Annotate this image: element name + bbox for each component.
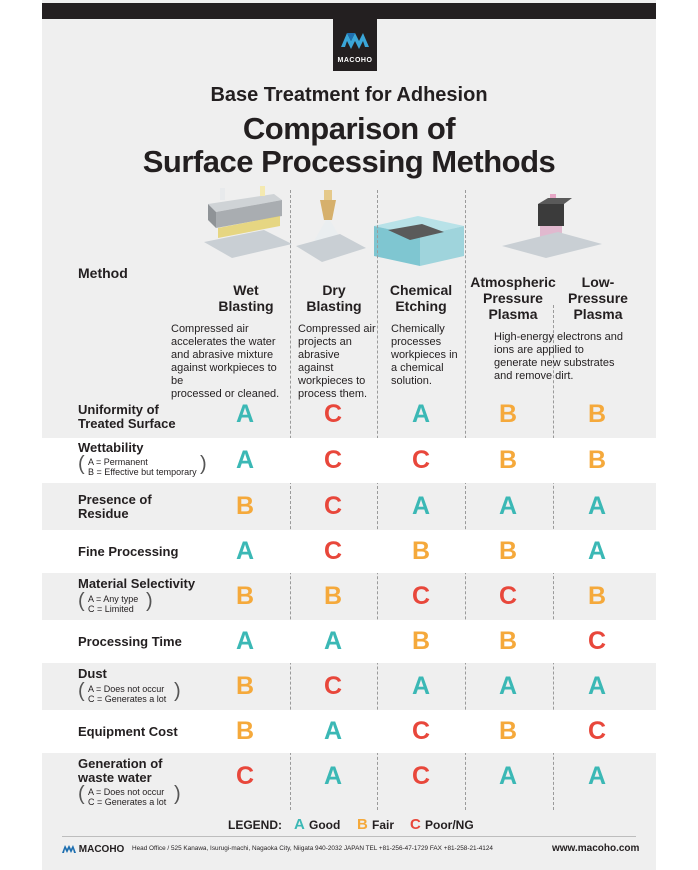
- grade-cell: A: [323, 717, 343, 745]
- row-label-line: waste water: [78, 770, 152, 785]
- grade-cell: A: [498, 762, 518, 790]
- description-line: Compressed air: [171, 323, 249, 335]
- grade-cell: A: [587, 762, 607, 790]
- grade-cell: C: [498, 582, 518, 610]
- grade-cell: B: [587, 400, 607, 428]
- grade-cell: A: [587, 492, 607, 520]
- paren-left: (: [78, 453, 85, 475]
- row-label-line: Generation of: [78, 756, 163, 771]
- paren-left: (: [78, 680, 85, 702]
- row-label-material-selectivity: Material Selectivity: [78, 576, 196, 591]
- grade-cell: B: [235, 492, 255, 520]
- brand-logo: [333, 19, 377, 71]
- grade-cell: B: [235, 672, 255, 700]
- grade-cell: B: [235, 582, 255, 610]
- row-note-line: C = Generates a lot: [88, 694, 167, 704]
- grade-cell: A: [587, 537, 607, 565]
- row-label-equipment-cost: Equipment Cost: [78, 724, 178, 739]
- grade-cell: A: [498, 492, 518, 520]
- description-line: solution.: [391, 375, 432, 387]
- row-note-line: C = Limited: [88, 604, 134, 614]
- plasma-illustration: [502, 192, 602, 258]
- title-line-2: Surface Processing Methods: [142, 144, 556, 179]
- column-header-line: Chemical: [389, 282, 453, 298]
- description-line: workpieces to: [298, 375, 366, 387]
- row-label-line: Treated Surface: [78, 416, 176, 431]
- grade-cell: B: [235, 717, 255, 745]
- footer-divider: [62, 836, 636, 837]
- row-label-dust: Dust: [78, 666, 107, 681]
- top-bar: [42, 3, 656, 19]
- grade-cell: C: [323, 400, 343, 428]
- row-note-wettability: [78, 453, 208, 477]
- legend-c-letter: C: [410, 816, 421, 833]
- row-label-line: Uniformity of: [78, 402, 159, 417]
- logo-wordmark: MACOHO: [337, 57, 373, 64]
- page-subtitle: Base Treatment for Adhesion: [210, 84, 488, 106]
- grade-cell: A: [411, 672, 431, 700]
- row-note-waste-water: [78, 783, 188, 807]
- grade-cell: B: [323, 582, 343, 610]
- column-header-line: Blasting: [306, 298, 362, 314]
- column-header-line: Wet: [233, 282, 259, 298]
- macoho-logo-icon: [62, 843, 76, 853]
- grade-cell: A: [411, 400, 431, 428]
- grade-cell: B: [587, 582, 607, 610]
- grade-cell: C: [323, 492, 343, 520]
- column-header-low-pressure-plasma: [558, 274, 638, 322]
- row-label-uniformity: [78, 403, 176, 431]
- grade-cell: A: [587, 672, 607, 700]
- row-note-line: A = Does not occur: [88, 684, 165, 694]
- grade-cell: A: [323, 762, 343, 790]
- description-line: a chemical: [391, 362, 444, 374]
- column-header-chemical-etching: [380, 282, 462, 314]
- footer-address: Head Office / 525 Kanawa, Isurugi-machi, Nagaoka City, Niigata 940-2032 JAPAN TEL +81-256-47-1729 FAX +81-258-21-4124: [132, 845, 493, 852]
- column-header-wet-blasting: [206, 282, 286, 314]
- legend-b-text: Fair: [372, 818, 395, 832]
- grade-cell: A: [235, 537, 255, 565]
- paren-right: ): [200, 453, 207, 475]
- grade-cell: B: [498, 627, 518, 655]
- grade-cell: B: [411, 627, 431, 655]
- description-line: process them.: [298, 388, 368, 400]
- row-label-line: Presence of: [78, 492, 152, 507]
- macoho-logo-icon: [341, 27, 369, 53]
- legend-title: LEGEND:: [228, 818, 282, 832]
- grade-cell: B: [411, 537, 431, 565]
- description-line: processed or cleaned.: [171, 388, 280, 400]
- footer-website-link[interactable]: www.macoho.com: [552, 843, 640, 854]
- row-label-fine-processing: Fine Processing: [78, 544, 179, 559]
- grade-cell: C: [235, 762, 255, 790]
- row-note-dust: [78, 680, 188, 704]
- column-header-line: Plasma: [573, 306, 623, 322]
- footer-logo-text: MACOHO: [78, 844, 125, 855]
- description-dry-blasting: [298, 323, 376, 401]
- grade-cell: C: [587, 717, 607, 745]
- row-note-material-selectivity: [78, 590, 158, 614]
- method-label: Method: [78, 265, 128, 281]
- title-line-1: Comparison of: [242, 111, 456, 146]
- column-header-atmospheric-plasma: [468, 274, 558, 322]
- dry-blasting-illustration: [296, 186, 366, 264]
- chemical-etching-illustration: [374, 212, 464, 268]
- description-line: and remove dirt.: [494, 370, 574, 382]
- wet-blasting-illustration: [204, 186, 294, 260]
- grade-cell: C: [587, 627, 607, 655]
- grade-cell: A: [235, 627, 255, 655]
- description-line: accelerates the water: [171, 336, 276, 348]
- legend-c-text: Poor/NG: [425, 818, 474, 832]
- grade-cell: A: [411, 492, 431, 520]
- grade-cell: C: [323, 672, 343, 700]
- description-line: workpieces in: [391, 349, 458, 361]
- page-title: [42, 112, 656, 178]
- description-line: against workpieces to be: [171, 362, 277, 387]
- column-header-line: Blasting: [218, 298, 274, 314]
- row-note-line: B = Effective but temporary: [88, 467, 197, 477]
- grade-cell: C: [411, 717, 431, 745]
- column-header-dry-blasting: [296, 282, 372, 314]
- description-line: projects an: [298, 336, 352, 348]
- description-line: High-energy electrons and: [494, 331, 624, 343]
- column-header-line: Pressure: [483, 290, 543, 306]
- grade-cell: B: [587, 446, 607, 474]
- paren-left: (: [78, 590, 85, 612]
- paren-right: ): [174, 783, 181, 805]
- row-note-line: A = Any type: [88, 594, 139, 604]
- description-line: generate new substrates: [494, 357, 615, 369]
- grade-cell: A: [498, 672, 518, 700]
- grade-cell: C: [411, 762, 431, 790]
- legend-a-letter: A: [294, 816, 305, 833]
- grade-cell: B: [498, 446, 518, 474]
- grade-cell: A: [235, 400, 255, 428]
- row-note-line: A = Permanent: [88, 457, 148, 467]
- column-header-line: Etching: [395, 298, 447, 314]
- row-note-line: C = Generates a lot: [88, 797, 167, 807]
- description-line: Compressed air: [298, 323, 376, 335]
- column-header-line: Low-: [581, 274, 615, 290]
- row-note-line: A = Does not occur: [88, 787, 165, 797]
- paren-right: ): [146, 590, 153, 612]
- grade-cell: B: [498, 400, 518, 428]
- legend-a-text: Good: [309, 818, 341, 832]
- column-header-line: Dry: [322, 282, 346, 298]
- grade-cell: A: [323, 627, 343, 655]
- description-wet-blasting: [171, 323, 289, 401]
- grade-cell: B: [498, 537, 518, 565]
- description-line: abrasive against: [298, 349, 340, 374]
- row-label-processing-time: Processing Time: [78, 634, 182, 649]
- column-header-line: Pressure: [568, 290, 628, 306]
- row-label-residue: [78, 493, 152, 521]
- row-label-wettability: Wettability: [78, 440, 144, 455]
- paren-right: ): [174, 680, 181, 702]
- footer-logo: [62, 843, 124, 855]
- legend-b-letter: B: [357, 816, 368, 833]
- description-line: processes: [391, 336, 442, 348]
- description-line: Chemically: [391, 323, 445, 335]
- column-header-line: Plasma: [488, 306, 538, 322]
- grade-cell: C: [411, 582, 431, 610]
- row-label-line: Residue: [78, 506, 129, 521]
- grade-cell: A: [235, 446, 255, 474]
- row-label-waste-water: [78, 757, 163, 785]
- description-plasma: [494, 331, 634, 383]
- grade-cell: C: [411, 446, 431, 474]
- grade-cell: B: [498, 717, 518, 745]
- description-line: and abrasive mixture: [171, 349, 274, 361]
- description-line: ions are applied to: [494, 344, 584, 356]
- paren-left: (: [78, 783, 85, 805]
- description-chemical-etching: [391, 323, 463, 388]
- grade-cell: C: [323, 446, 343, 474]
- grade-cell: C: [323, 537, 343, 565]
- column-header-line: Atmospheric: [470, 274, 556, 290]
